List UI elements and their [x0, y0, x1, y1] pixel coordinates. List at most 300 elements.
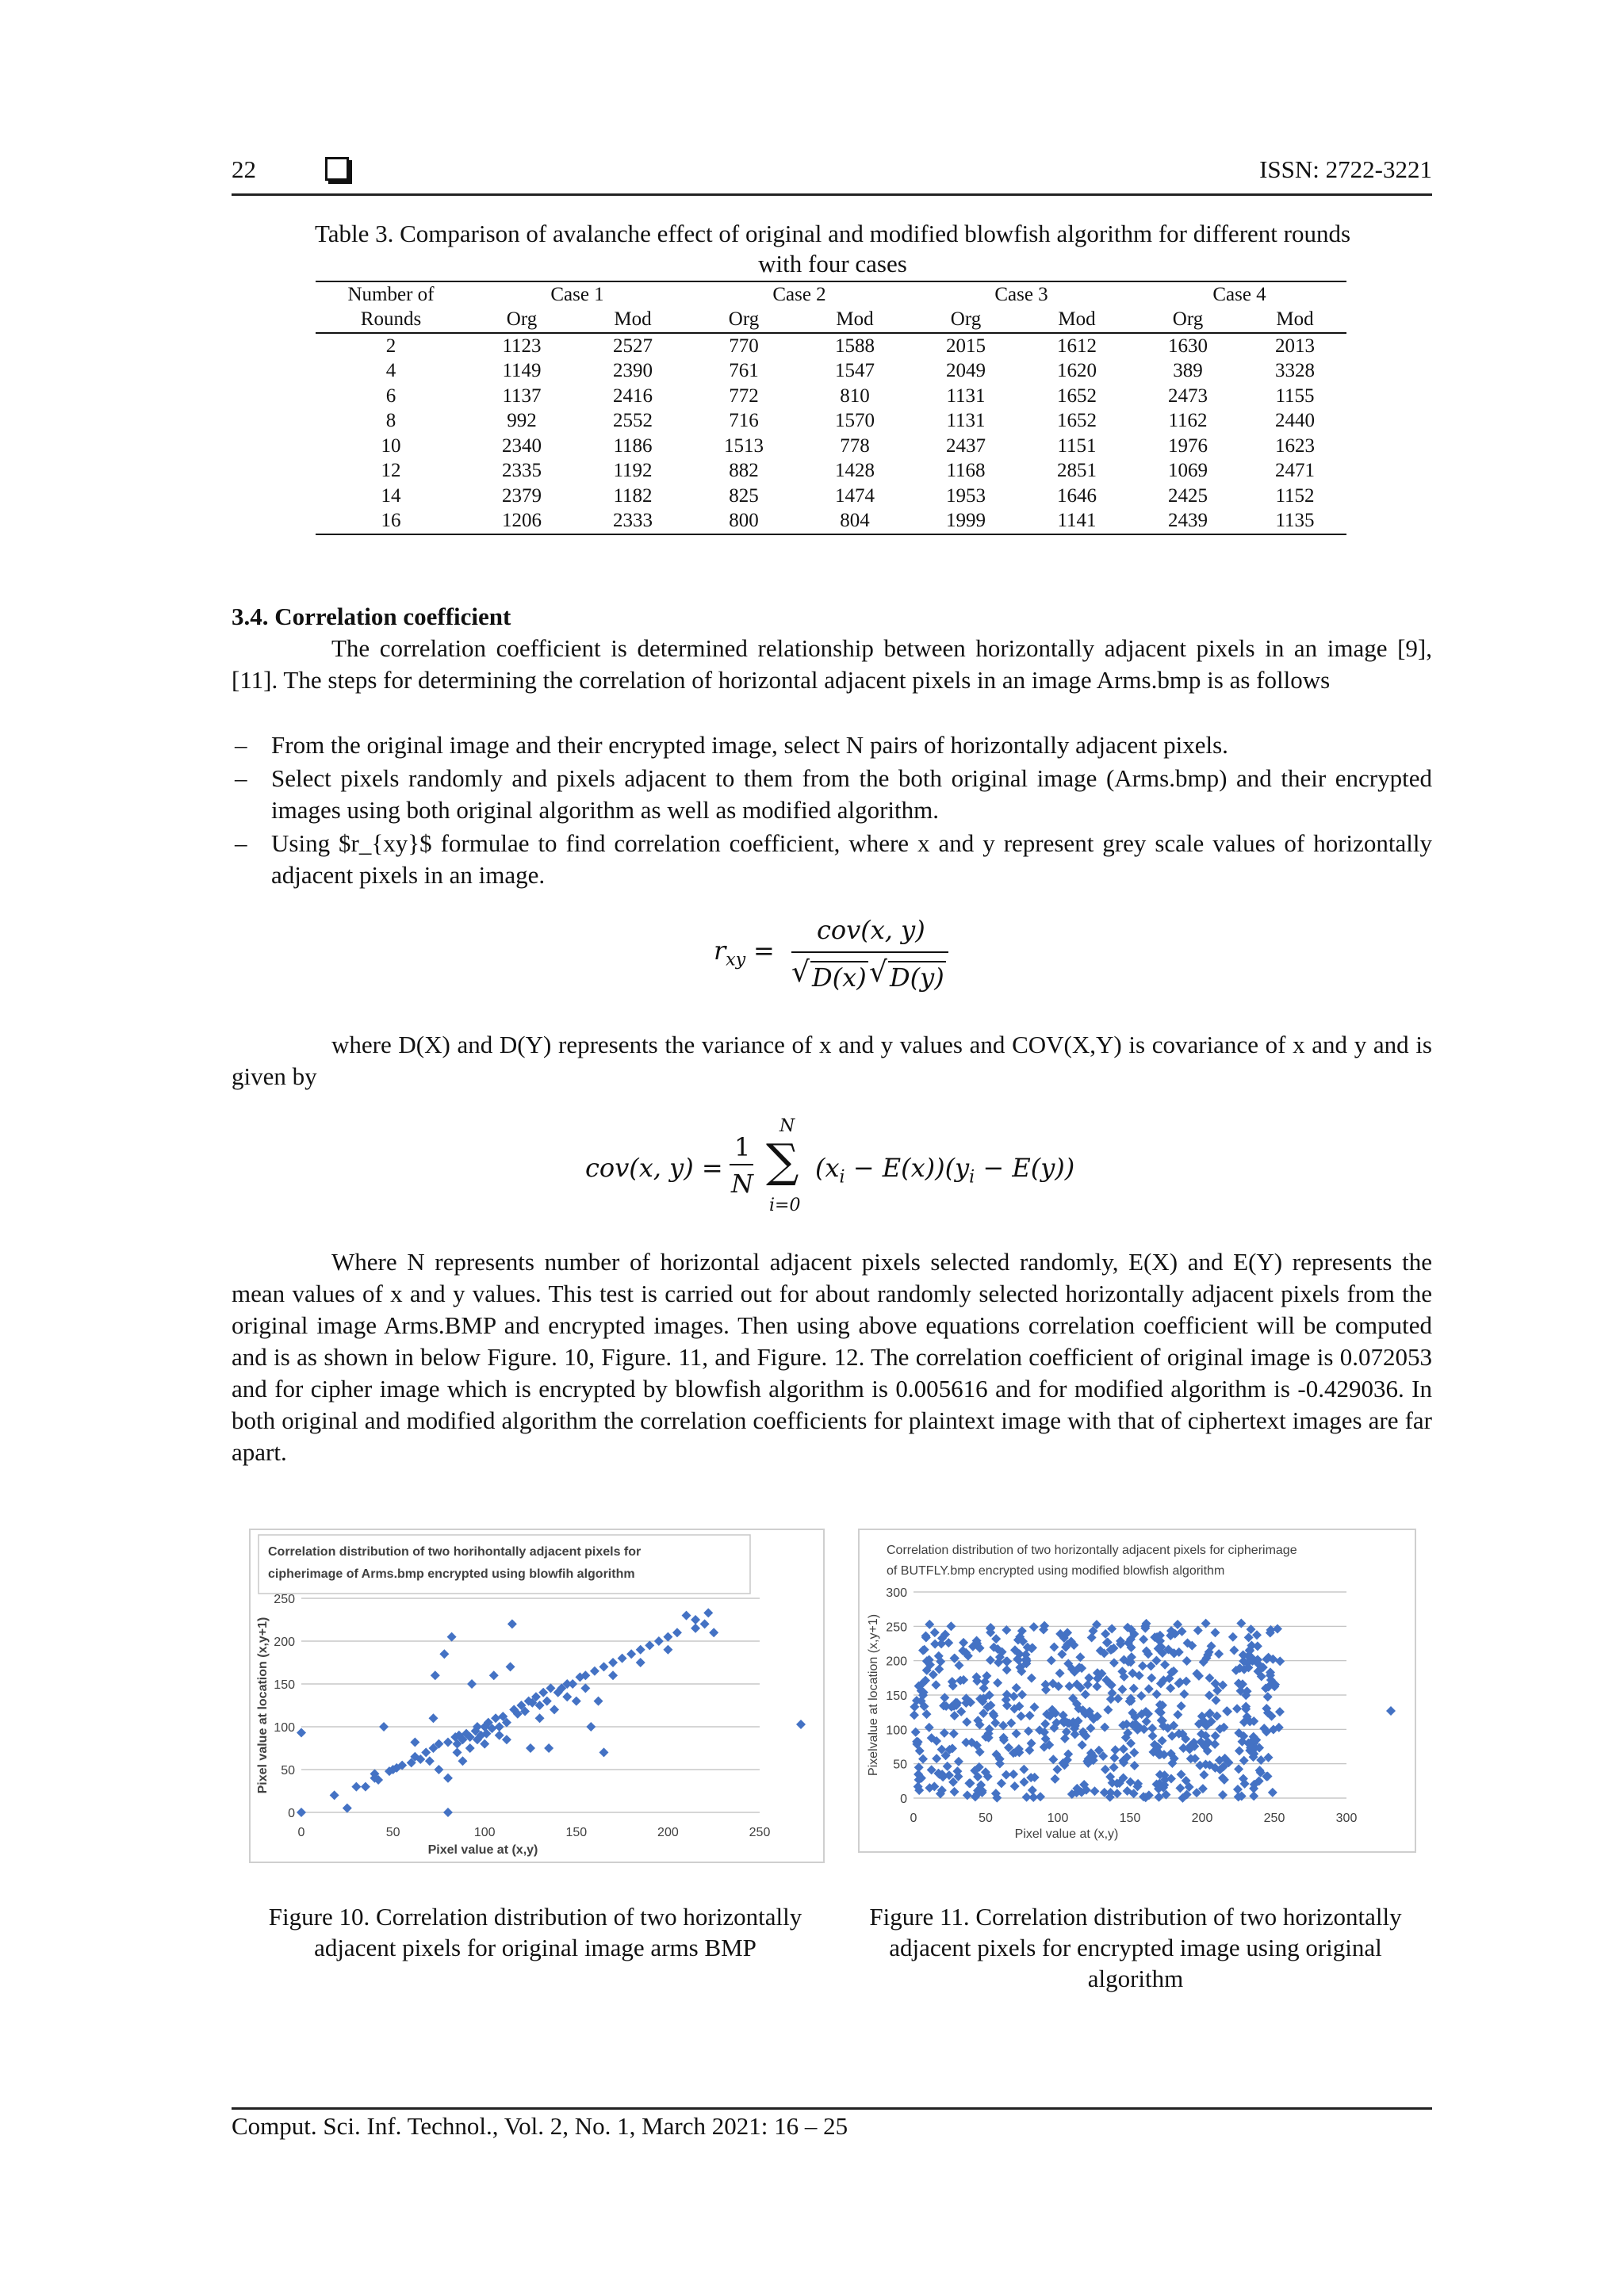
data-point [1049, 1643, 1059, 1652]
value-cell: 1131 [946, 385, 986, 407]
data-point [1029, 1622, 1039, 1632]
data-point [1175, 1783, 1185, 1793]
value-cell: 1131 [946, 410, 986, 432]
data-point [1177, 1701, 1186, 1711]
eq2-sum-top: N [779, 1116, 795, 1136]
y-tick-label: 50 [893, 1758, 907, 1772]
eq2-sum-bottom: i=0 [769, 1196, 801, 1215]
eq1-den-b: D(y) [890, 962, 944, 993]
data-point [550, 1705, 559, 1714]
table-row [316, 509, 1346, 535]
case-head: Case 1 [466, 281, 688, 308]
value-cell: 772 [729, 385, 759, 407]
page-number: 22 [232, 155, 256, 183]
x-tick-label: 300 [1335, 1812, 1358, 1825]
data-point [911, 1728, 921, 1737]
value-cell: 1137 [502, 385, 542, 407]
data-point [1275, 1656, 1285, 1666]
page-header [232, 155, 1432, 196]
value-cell: 804 [799, 509, 910, 535]
data-point [925, 1620, 934, 1629]
list-item [232, 729, 1432, 761]
value-cell: 770 [729, 335, 759, 357]
data-point [1027, 1739, 1036, 1748]
steps-list [232, 729, 1432, 893]
data-point [1229, 1645, 1239, 1655]
table-row [316, 359, 1346, 385]
value-cell: 1646 [1057, 484, 1097, 507]
value-cell: 389 [1173, 360, 1203, 382]
data-point [599, 1662, 608, 1671]
data-point [626, 1649, 636, 1659]
eq2-one: 1 [734, 1132, 751, 1162]
value-cell: 3328 [1275, 360, 1315, 382]
data-point [990, 1718, 1000, 1728]
data-point [1002, 1656, 1012, 1666]
paragraph-1: The correlation coefficient is determined relationship between horizontally adjacent pixels in an image [9], [11]. The steps for determining the correlation of horizontal adjacent pixels in an image Arms.bmp is as follows [232, 634, 1432, 694]
data-point [467, 1679, 477, 1689]
data-point [954, 1757, 963, 1766]
x-tick-label: 250 [749, 1826, 771, 1839]
equation-covariance [585, 1116, 1093, 1219]
data-point [1027, 1674, 1036, 1683]
data-point [1087, 1633, 1097, 1643]
x-tick-label: 0 [297, 1826, 305, 1839]
data-point [572, 1697, 581, 1706]
data-point [1051, 1774, 1060, 1784]
rounds-cell: 8 [385, 410, 396, 432]
table-caption-line2: with four cases [758, 250, 907, 277]
data-point [439, 1649, 449, 1659]
chart-title-line1: Correlation distribution of two horizontally adjacent pixels for cipherimage [887, 1544, 1297, 1557]
data-point [608, 1670, 618, 1680]
sub-head: Org [466, 308, 577, 334]
data-point [526, 1743, 535, 1753]
value-cell: 810 [840, 385, 870, 407]
data-point [1182, 1656, 1192, 1666]
data-point [1009, 1770, 1018, 1779]
data-point [636, 1658, 645, 1667]
data-point [535, 1701, 545, 1710]
data-point [1144, 1684, 1154, 1693]
value-cell: 800 [688, 509, 799, 535]
data-point [1002, 1665, 1012, 1674]
data-point [986, 1655, 995, 1665]
data-point [506, 1662, 515, 1671]
data-point [1012, 1683, 1021, 1693]
x-axis-label: Pixel value at (x,y) [427, 1843, 538, 1857]
data-point [1052, 1765, 1062, 1774]
data-point [508, 1619, 517, 1628]
data-point [1160, 1660, 1170, 1670]
y-axis-label: Pixel value at location (x,y+1) [256, 1617, 270, 1794]
data-point [1263, 1692, 1273, 1701]
data-point [1017, 1689, 1027, 1699]
data-point [964, 1778, 974, 1788]
data-point [991, 1634, 1001, 1644]
value-cell: 1182 [613, 484, 653, 507]
table-row [316, 384, 1346, 409]
x-tick-label: 150 [1119, 1812, 1141, 1825]
eq1-den-a: D(x) [812, 962, 867, 993]
data-point [949, 1729, 959, 1739]
data-point [1179, 1689, 1189, 1699]
data-point [932, 1754, 941, 1763]
y-tick-label: 100 [274, 1721, 295, 1735]
paragraph-3: Where N represents number of horizontal adjacent pixels selected randomly, E(X) and E(Y) represents the mean values of x and y values. This test is carried out for about randomly selected horizontally adjacent pixels from the original image Arms.BMP and encrypted images. Then using above equations correlation coefficient will be computed and is as shown in below Figure. 10, Figure. 11, and Figure. 12. The correlation coefficient of original image is 0.072053 and for cipher image which is encrypted by blowfish algorithm is 0.005616 and for modified algorithm is -0.429036. In both original and modified algorithm the correlation coefficients for plaintext image with that of ciphertext images are far apart. [232, 1248, 1432, 1466]
value-cell: 716 [729, 410, 759, 432]
figure-10-chart [249, 1529, 825, 1863]
table-caption [238, 219, 1427, 279]
data-point [379, 1722, 389, 1732]
value-cell: 2335 [502, 460, 542, 482]
data-point [918, 1755, 928, 1764]
y-tick-label: 150 [886, 1689, 907, 1703]
data-point [949, 1654, 959, 1663]
value-cell: 1151 [1057, 434, 1097, 457]
sub-head: Mod [577, 308, 688, 334]
chart-title-line2: cipherimage of Arms.bmp encrypted using blowfih algorithm [268, 1567, 635, 1581]
list-item-text: Select pixels randomly and pixels adjacent to them from the both original image (Arms.bmp) and their encrypted images using both original algorithm as well as modified algorithm. [271, 764, 1432, 824]
data-point [1232, 1704, 1242, 1713]
figure-10-caption: Figure 10. Correlation distribution of two horizontally adjacent pixels for original image arms BMP [268, 1903, 802, 1961]
data-point [922, 1709, 932, 1719]
x-axis-label: Pixel value at (x,y) [1014, 1827, 1119, 1841]
value-cell: 1652 [1057, 410, 1097, 432]
data-point [998, 1721, 1008, 1731]
data-point [361, 1782, 370, 1792]
data-point [1101, 1765, 1110, 1774]
y-tick-label: 50 [281, 1764, 295, 1777]
value-cell: 1192 [613, 460, 653, 482]
y-tick-label: 250 [886, 1621, 907, 1635]
value-cell: 2333 [577, 509, 688, 535]
value-cell: 1630 [1168, 335, 1208, 357]
value-cell: 1141 [1021, 509, 1132, 535]
value-cell: 2390 [613, 360, 653, 382]
data-point [1210, 1628, 1220, 1637]
data-point [1025, 1746, 1034, 1755]
data-point [580, 1683, 590, 1693]
data-point [1199, 1770, 1208, 1780]
data-point [1006, 1718, 1016, 1728]
data-point [663, 1632, 672, 1642]
sub-head: Mod [1021, 308, 1132, 334]
value-cell: 1547 [835, 360, 875, 382]
dash-bullet: – [235, 764, 247, 792]
data-point [1193, 1625, 1203, 1635]
data-point [425, 1756, 435, 1766]
data-point [443, 1808, 453, 1817]
data-point [1178, 1743, 1188, 1753]
value-cell: 1206 [466, 509, 577, 535]
value-cell: 1513 [724, 434, 764, 457]
x-tick-label: 100 [1047, 1812, 1069, 1825]
eq1-lhs: $r_{xy}$ [714, 936, 746, 970]
data-point [594, 1697, 603, 1706]
data-point [410, 1737, 419, 1747]
data-point [636, 1645, 645, 1655]
rounds-cell: 14 [381, 484, 401, 507]
data-point [1117, 1685, 1127, 1694]
data-point [663, 1645, 672, 1655]
data-point [1092, 1682, 1101, 1691]
rounds-cell: 6 [385, 385, 396, 407]
data-point [1234, 1764, 1243, 1774]
value-cell: 2340 [502, 434, 542, 457]
value-cell: 2437 [946, 434, 986, 457]
journal-square-icon [325, 157, 349, 181]
data-point [1142, 1716, 1151, 1726]
x-tick-label: 200 [1191, 1812, 1213, 1825]
list-item [232, 763, 1432, 826]
data-point [465, 1743, 475, 1753]
data-point [1028, 1785, 1037, 1795]
chart-title-box [259, 1535, 750, 1594]
data-point [480, 1739, 489, 1749]
list-item-text: From the original image and their encrypted image, select N pairs of horizontally adjacent pixels. [271, 731, 1228, 759]
data-point [1386, 1706, 1396, 1716]
chart-title-line2: of BUTFLY.bmp encrypted using modified blowfish algorithm [887, 1564, 1225, 1578]
dash-bullet: – [235, 731, 247, 759]
eq2-body: $(x_i - E(x))(y_i - E(y))$ [815, 1153, 1075, 1188]
value-cell: 2471 [1275, 460, 1315, 482]
data-point [1041, 1685, 1051, 1694]
table-row [316, 333, 1346, 359]
value-cell: 882 [729, 460, 759, 482]
data-point [568, 1679, 577, 1689]
data-point [1211, 1696, 1220, 1705]
y-tick-label: 100 [886, 1724, 907, 1738]
data-point [544, 1743, 553, 1753]
x-tick-label: 50 [979, 1812, 993, 1825]
data-point [1028, 1793, 1038, 1802]
value-cell: 2473 [1168, 385, 1208, 407]
x-tick-label: 0 [910, 1812, 917, 1825]
data-point [1222, 1706, 1231, 1716]
data-point [535, 1713, 545, 1723]
list-item [232, 828, 1432, 891]
y-axis-label: Pixelvalue at location (x,y+1) [867, 1613, 880, 1777]
data-point [1107, 1624, 1116, 1633]
data-point [458, 1756, 467, 1766]
value-cell: 992 [507, 410, 537, 432]
table-row [316, 484, 1346, 509]
footer-rule [232, 2107, 1432, 2110]
value-cell: 2015 [946, 335, 986, 357]
avalanche-table [316, 281, 1346, 535]
data-point [562, 1692, 572, 1701]
y-tick-label: 150 [274, 1678, 295, 1692]
value-cell: 1953 [946, 484, 986, 507]
data-point [796, 1720, 806, 1729]
rounds-cell: 4 [385, 360, 396, 382]
data-point [1275, 1707, 1285, 1716]
value-cell: 1149 [502, 360, 542, 382]
data-point [1136, 1691, 1146, 1701]
rounds-cell: 10 [381, 434, 401, 457]
data-point [946, 1621, 956, 1631]
col-rounds-head: Number of [316, 281, 466, 308]
data-point [1010, 1781, 1020, 1791]
value-cell: 778 [840, 434, 870, 457]
sub-head: Mod [1243, 308, 1346, 334]
value-cell: 825 [729, 484, 759, 507]
paragraph-2: where D(X) and D(Y) represents the variance of x and y values and COV(X,Y) is covariance of x and y and is given by [232, 1031, 1432, 1090]
value-cell: 1186 [613, 434, 653, 457]
data-point [709, 1628, 718, 1637]
data-point [1235, 1746, 1244, 1755]
data-point [961, 1738, 971, 1747]
data-point [1029, 1702, 1039, 1712]
value-cell: 2439 [1132, 509, 1243, 535]
data-point [343, 1804, 352, 1813]
rounds-cell: 16 [316, 509, 466, 535]
data-point [1173, 1710, 1182, 1720]
value-cell: 2527 [613, 335, 653, 357]
data-point [453, 1747, 462, 1757]
value-cell: 1623 [1275, 434, 1315, 457]
value-cell: 1474 [835, 484, 875, 507]
data-point [447, 1632, 457, 1642]
data-point [925, 1723, 934, 1732]
eq1-numerator: cov(x, y) [817, 915, 925, 945]
list-item-text: Using $r_{xy}$ formulae to find correlation coefficient, where x and y represent grey scale values of horizontally adjacent pixels in an image. [271, 829, 1432, 889]
data-point [1119, 1744, 1128, 1754]
data-point [421, 1747, 431, 1757]
data-point [434, 1765, 443, 1774]
value-cell: 1155 [1275, 385, 1315, 407]
scatter-chart-arms [251, 1530, 823, 1862]
data-point [1109, 1658, 1119, 1667]
fraction-bar [730, 1164, 753, 1165]
sub-head: Org [1132, 308, 1243, 334]
data-point [546, 1683, 555, 1693]
data-point [1228, 1632, 1238, 1642]
x-tick-label: 50 [385, 1826, 400, 1839]
data-point [1090, 1786, 1099, 1796]
value-cell: 2049 [946, 360, 986, 382]
data-point [1152, 1689, 1162, 1699]
data-point [1147, 1673, 1156, 1682]
data-point [1129, 1684, 1139, 1693]
sigma-icon: ∑ [766, 1134, 799, 1188]
case-head: Case 2 [688, 281, 910, 308]
data-point [1147, 1724, 1157, 1733]
data-point [443, 1774, 453, 1783]
data-point [691, 1624, 700, 1633]
value-cell: 1123 [502, 335, 542, 357]
value-cell: 1612 [1057, 335, 1097, 357]
data-point [1012, 1729, 1021, 1739]
value-cell: 2416 [613, 385, 653, 407]
data-point [1019, 1765, 1028, 1774]
data-point [1252, 1630, 1262, 1640]
value-cell: 2013 [1275, 335, 1315, 357]
y-tick-label: 0 [900, 1793, 907, 1806]
dash-bullet: – [235, 829, 247, 857]
value-cell: 1152 [1275, 484, 1315, 507]
value-cell: 1570 [835, 410, 875, 432]
data-point [618, 1654, 627, 1663]
value-cell: 1588 [835, 335, 875, 357]
scatter-chart-butfly [860, 1530, 1415, 1851]
value-cell: 1976 [1168, 434, 1208, 457]
value-cell: 2851 [1057, 460, 1097, 482]
col-rounds-head2: Rounds [316, 308, 466, 334]
data-point [590, 1667, 599, 1676]
data-point [1060, 1734, 1070, 1743]
data-point [1166, 1683, 1175, 1693]
eq1-equals: = [753, 936, 775, 966]
data-point [997, 1778, 1006, 1788]
data-point [1025, 1711, 1035, 1720]
data-point [672, 1628, 682, 1637]
data-point [1065, 1682, 1074, 1691]
data-point [1210, 1739, 1220, 1749]
data-point [1130, 1761, 1139, 1770]
data-point [489, 1670, 499, 1680]
value-cell: 2440 [1275, 410, 1315, 432]
data-point [930, 1628, 940, 1637]
data-point [1205, 1690, 1214, 1700]
data-point [645, 1640, 654, 1650]
data-point [1019, 1777, 1028, 1787]
sub-head: Mod [799, 308, 910, 334]
data-point [703, 1608, 713, 1617]
fraction-bar [791, 951, 948, 953]
value-cell: 1999 [910, 509, 1021, 535]
data-point [495, 1722, 504, 1732]
data-point [654, 1636, 664, 1646]
table-caption-line1: Table 3. Comparison of avalanche effect of original and modified blowfish algorithm for different rounds [314, 220, 1351, 247]
data-point [1139, 1635, 1148, 1644]
data-point [1138, 1661, 1147, 1670]
figure-11-chart [858, 1529, 1416, 1853]
data-point [599, 1747, 608, 1757]
y-tick-label: 200 [886, 1655, 907, 1669]
data-point [443, 1737, 453, 1747]
data-point [502, 1735, 511, 1744]
y-tick-label: 0 [288, 1807, 295, 1820]
case-head: Case 3 [910, 281, 1132, 308]
value-cell: 1168 [946, 460, 986, 482]
value-cell: 1428 [835, 460, 875, 482]
data-point [495, 1731, 504, 1740]
data-point [1048, 1755, 1058, 1764]
data-point [330, 1790, 339, 1800]
eq2-lhs: cov(x, y) = [585, 1153, 723, 1183]
data-point [428, 1713, 438, 1723]
eq2-n: N [731, 1169, 753, 1199]
data-point [1244, 1632, 1254, 1642]
chart-title-line1: Correlation distribution of two horihontally adjacent pixels for [268, 1545, 642, 1559]
data-point [691, 1615, 700, 1624]
data-point [993, 1678, 1002, 1688]
data-point [959, 1638, 968, 1647]
data-point [1253, 1641, 1262, 1651]
footer-citation: Comput. Sci. Inf. Technol., Vol. 2, No. 1, March 2021: 16 – 25 [232, 2112, 848, 2140]
data-point [1101, 1629, 1110, 1639]
rounds-cell: 12 [381, 460, 401, 482]
y-tick-label: 300 [886, 1586, 907, 1600]
value-cell: 1069 [1168, 460, 1208, 482]
data-point [351, 1782, 361, 1792]
value-cell: 761 [729, 360, 759, 382]
value-cell: 1162 [1168, 410, 1208, 432]
x-tick-label: 200 [657, 1826, 679, 1839]
sub-head: Org [910, 308, 1021, 334]
